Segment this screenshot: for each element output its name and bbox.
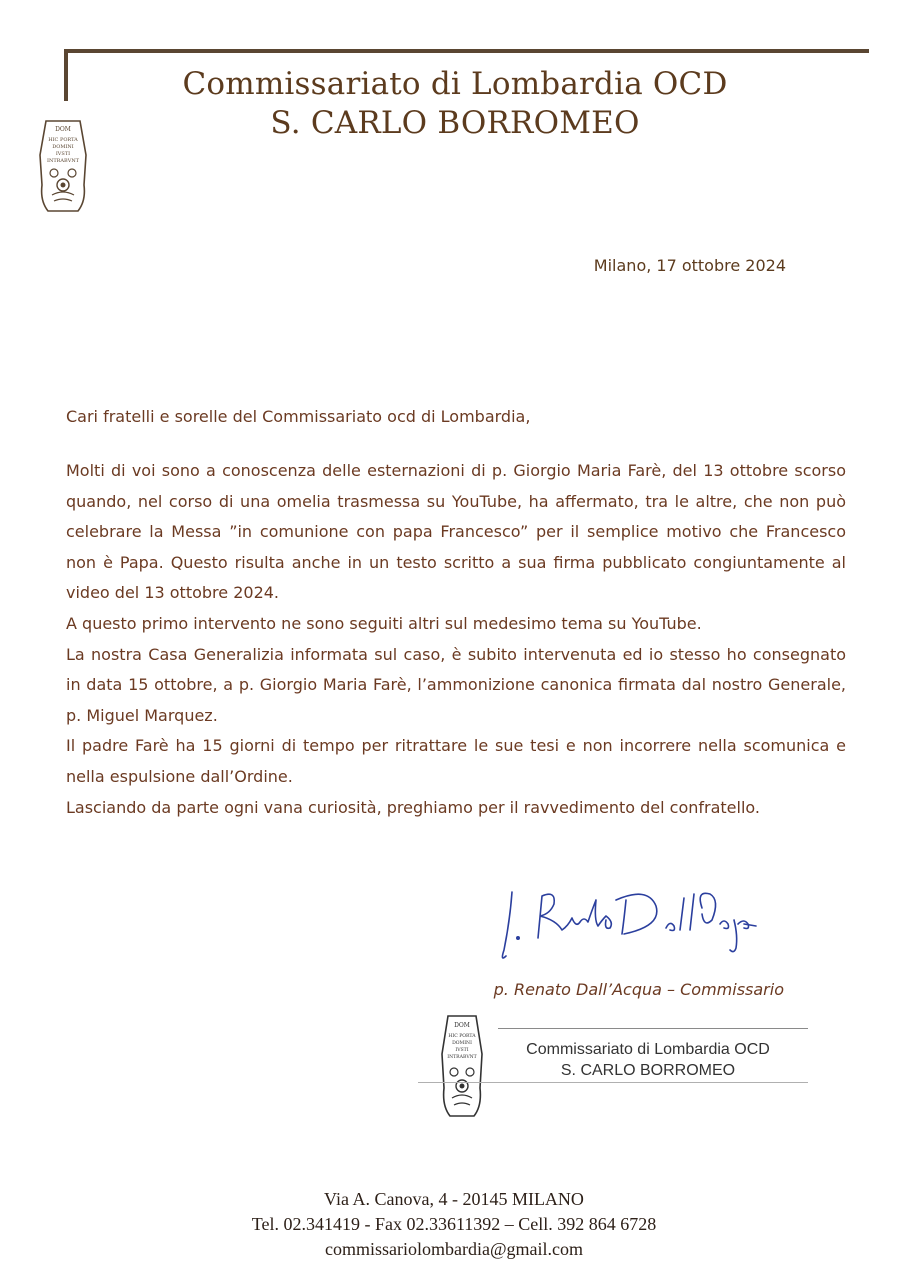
stamp-rule-top bbox=[498, 1028, 808, 1029]
paragraph: Il padre Farè ha 15 giorni di tempo per ritrattare le sue tesi e non incorrere nella scomunica e nella espulsione dall’Ordine. bbox=[66, 736, 846, 786]
svg-text:HIC PORTA: HIC PORTA bbox=[448, 1034, 476, 1039]
svg-text:DOM: DOM bbox=[55, 126, 71, 133]
stamp-rule-bottom bbox=[418, 1082, 808, 1083]
letterhead-subtitle: S. CARLO BORROMEO bbox=[270, 105, 640, 141]
salutation: Cari fratelli e sorelle del Commissariato ocd di Lombardia, bbox=[66, 407, 531, 426]
handwritten-signature bbox=[498, 880, 758, 970]
svg-text:IVSTI: IVSTI bbox=[455, 1048, 469, 1053]
carmelite-seal-icon bbox=[436, 1010, 488, 1120]
paragraph: A questo primo intervento ne sono seguiti altri sul medesimo tema su YouTube. bbox=[66, 613, 702, 633]
footer-address: Via A. Canova, 4 - 20145 MILANO bbox=[324, 1189, 584, 1209]
paragraph: La nostra Casa Generalizia informata sul caso, è subito intervenuta ed io stesso ho consegnato in data 15 ottobre, a p. Giorgio Maria Farè, l’ammonizione canonica firmata dal nostro Generale, p. Miguel Marquez. bbox=[66, 644, 846, 725]
svg-text:DOMINI: DOMINI bbox=[52, 144, 74, 150]
svg-text:DOM: DOM bbox=[454, 1022, 470, 1029]
svg-text:INTRABVNT: INTRABVNT bbox=[447, 1055, 477, 1060]
svg-text:HIC PORTA: HIC PORTA bbox=[48, 137, 78, 143]
svg-text:INTRABVNT: INTRABVNT bbox=[46, 158, 80, 164]
date-line: Milano, 17 ottobre 2024 bbox=[593, 256, 786, 275]
letterhead-frame-left bbox=[64, 49, 68, 101]
letterhead-frame-top bbox=[64, 49, 869, 53]
signer-name: p. Renato Dall’Acqua – Commissario bbox=[493, 980, 784, 999]
letterhead-title: Commissariato di Lombardia OCD bbox=[182, 66, 728, 102]
stamp-title: Commissariato di Lombardia OCD bbox=[526, 1041, 770, 1058]
carmelite-seal-icon bbox=[34, 115, 92, 215]
paragraph: Lasciando da parte ogni vana curiosità, preghiamo per il ravvedimento del confratello. bbox=[66, 797, 760, 817]
footer-contacts: Tel. 02.341419 - Fax 02.33611392 – Cell. 392 864 6728 bbox=[251, 1214, 657, 1234]
svg-text:DOMINI: DOMINI bbox=[452, 1041, 472, 1046]
paragraph: Molti di voi sono a conoscenza delle esternazioni di p. Giorgio Maria Farè, del 13 ottobre scorso quando, nel corso di una omelia trasmessa su YouTube, ha affermato, tra le altre, che non può celebrare la Messa ”in comunione con papa Francesco” per il semplice motivo che Francesco non è Papa. Questo risulta anche in un testo scritto a sua firma pubblicato congiuntamente al video del 13 ottobre 2024. bbox=[66, 461, 846, 603]
svg-text:IVSTI: IVSTI bbox=[55, 151, 71, 157]
footer-email[interactable]: commissariolombardia@gmail.com bbox=[324, 1239, 584, 1259]
stamp-subtitle: S. CARLO BORROMEO bbox=[560, 1062, 736, 1079]
letter-body bbox=[66, 456, 846, 823]
